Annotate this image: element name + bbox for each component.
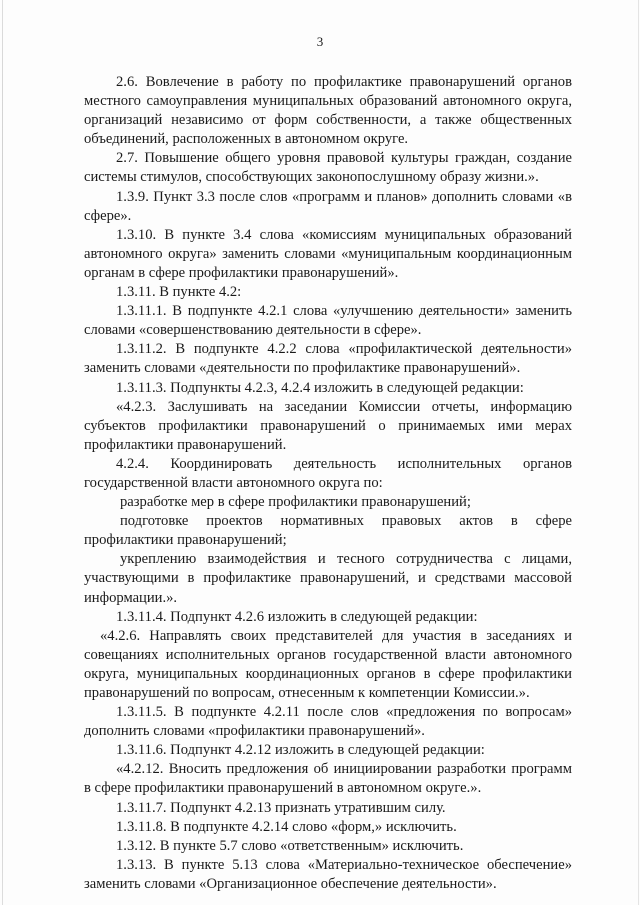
paragraph-4-2-4-item-3: укреплению взаимодействия и тесного сотрудничества с лицами, участвующими в профилактике правонарушений, и средствами массовой информации.». <box>84 551 572 606</box>
paragraph-4-2-4: 4.2.4. Координировать деятельность исполнительных органов государственной власти автономного округа по: <box>84 455 572 491</box>
paragraph-1-3-11-3: 1.3.11.3. Подпункты 4.2.3, 4.2.4 изложить в следующей редакции: <box>116 379 524 396</box>
paragraph-2-6: 2.6. Вовлечение в работу по профилактике правонарушений органов местного самоуправления муниципальных образований автономного округа, организаций независимо от форм собственности, а также общественных объединений, расположенных в автономном округе. <box>84 74 572 148</box>
paragraph-1-3-11-2: 1.3.11.2. В подпункте 4.2.2 слова «профилактической деятельности» заменить словами «деятельности по профилактике правонарушений». <box>84 341 572 377</box>
paragraph-4-2-4-item-1: разработке мер в сфере профилактики правонарушений; <box>120 494 471 511</box>
page-number: 3 <box>316 34 324 49</box>
paragraph-4-2-4-item-2: подготовке проектов нормативных правовых актов в сфере профилактики правонарушений; <box>84 513 572 549</box>
paragraph-1-3-11: 1.3.11. В пункте 4.2: <box>116 284 242 301</box>
scan-edge-right <box>638 0 639 905</box>
paragraph-1-3-11-8: 1.3.11.8. В подпункте 4.2.14 слово «форм,» исключить. <box>116 818 457 835</box>
paragraph-1-3-11-7: 1.3.11.7. Подпункт 4.2.13 признать утратившим силу. <box>116 799 446 816</box>
paragraph-1-3-11-6: 1.3.11.6. Подпункт 4.2.12 изложить в следующей редакции: <box>116 742 485 759</box>
paragraph-1-3-9: 1.3.9. Пункт 3.3 после слов «программ и планов» дополнить словами «в сфере». <box>84 188 572 224</box>
document-body <box>84 73 572 894</box>
paragraph-4-2-12: «4.2.12. Вносить предложения об инициировании разработки программ в сфере профилактики правонарушений в автономном округе.». <box>84 761 572 797</box>
paragraph-1-3-12: 1.3.12. В пункте 5.7 слово «ответственным» исключить. <box>116 837 464 854</box>
paragraph-1-3-13: 1.3.13. В пункте 5.13 слова «Материально-техническое обеспечение» заменить словами «Организационное обеспечение деятельности». <box>84 856 572 892</box>
scan-edge-left <box>2 0 3 905</box>
paragraph-2-7: 2.7. Повышение общего уровня правовой культуры граждан, создание системы стимулов, способствующих законопослушному образу жизни.». <box>84 150 572 186</box>
paragraph-4-2-6: «4.2.6. Направлять своих представителей для участия в заседаниях и совещаниях исполнительных органов государственной власти автономного округа, муниципальных координационных органов в сфере профилактики правонарушений по вопросам, отнесенным к компетенции Комиссии.». <box>84 627 572 701</box>
paragraph-4-2-3: «4.2.3. Заслушивать на заседании Комиссии отчеты, информацию субъектов профилактики правонарушений о принимаемых ими мерах профилактики правонарушений. <box>84 398 572 453</box>
paragraph-1-3-11-4: 1.3.11.4. Подпункт 4.2.6 изложить в следующей редакции: <box>116 608 478 625</box>
paragraph-1-3-10: 1.3.10. В пункте 3.4 слова «комиссиям муниципальных образований автономного округа» заменить словами «муниципальным координационным органам в сфере профилактики правонарушений». <box>84 226 572 281</box>
paragraph-1-3-11-5: 1.3.11.5. В подпункте 4.2.11 после слов «предложения по вопросам» дополнить словами «профилактики правонарушений». <box>84 704 572 740</box>
paragraph-1-3-11-1: 1.3.11.1. В подпункте 4.2.1 слова «улучшению деятельности» заменить словами «совершенствованию деятельности в сфере». <box>84 303 572 339</box>
